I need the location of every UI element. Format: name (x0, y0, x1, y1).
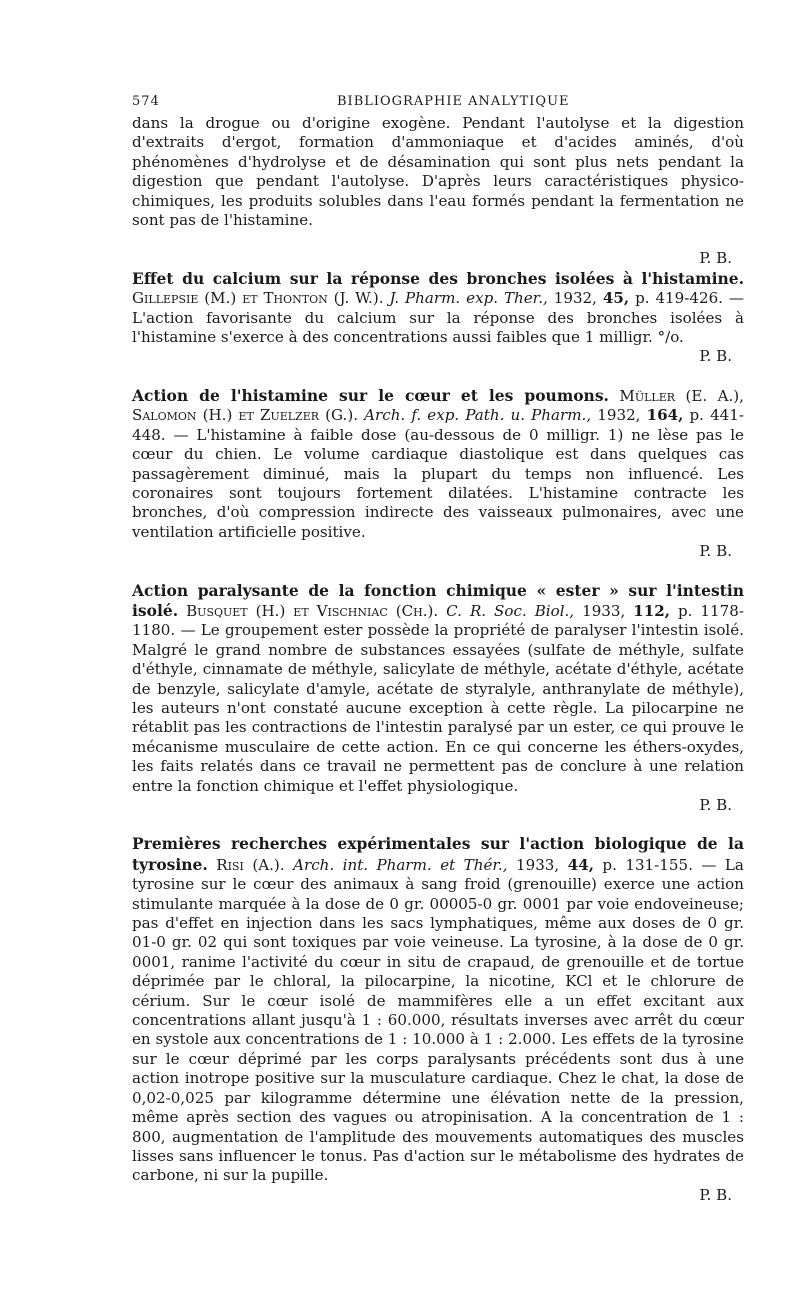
entry-journal: Arch. int. Pharm. et Thér., (293, 855, 508, 874)
entry-title: Action paralysante de la fonction chimique « ester » sur l'intestin isolé. (132, 580, 744, 620)
entry-authors: Risi (A.). (216, 855, 285, 874)
bibliography-entry (132, 581, 744, 816)
page-number: 574 (132, 94, 160, 109)
entry-signature: P. B. (699, 542, 732, 561)
entry-pages: p. 419-426. (635, 289, 723, 308)
entry-pages: p. 131-155. (602, 855, 693, 874)
entry-year: 1933, (516, 855, 560, 874)
page-header (132, 88, 744, 114)
entry-body: dans la drogue ou d'origine exogène. Pendant l'autolyse et la digestion d'extraits d'ergot, formation d'ammoniaque et d'acides aminés, d'où phénomènes d'hydrolyse et de désamination qui sont plus nets pendant la digestion que pendant l'autolyse. D'après leurs caractéristiques physico-chimiques, les produits solubles dans l'eau formés pendant la fermentation ne sont pas de l'histamine. (132, 114, 744, 230)
entry-authors: Busquet (H.) et Vischniac (Ch.). (186, 601, 439, 620)
entry-volume: 112, (633, 601, 671, 620)
entry-volume: 44, (567, 855, 594, 874)
entry-volume: 45, (602, 289, 630, 308)
entry-year: 1932, (597, 406, 641, 425)
entry-title: Premières recherches expérimentales sur l'action biologique de la tyrosine. (132, 834, 744, 874)
entry-body: — La tyrosine sur le cœur des animaux à sang froid (grenouille) exerce une action stimulante marquée à la dose de 0 gr. 00005-0 gr. 0001 par voie endoveineuse; pas d'effet en injection dans les sacs lymphatiques, même aux doses de 0 gr. 01-0 gr. 02 qui sont toxiques par voie veineuse. La tyrosine, à la dose de 0 gr. 0001, ranime l'activité du cœur in situ de crapaud, de grenouille et de tortue déprimée par le chloral, la pilocarpine, la nicotine, KCl et le chlorure de cérium. Sur le cœur isolé de mammifères elle a un effet excitant aux concentrations allant jusqu'à 1 : 60.000, résultats inverses avec arrêt du cœur en systole aux concentrations de 1 : 10.000 à 1 : 2.000. Les effets de la tyrosine sur le cœur déprimé par les corps paralysants précédents sont dus à une action inotrope positive sur la musculature cardiaque. Chez le chat, la dose de 0,02-0,025 par kilogramme détermine une élévation nette de la pression, même après section des vagues ou atropinisation. A la concentration de 1 : 800, augmentation de l'amplitude des mouvements automatiques des muscles lisses sans influencer le tonus. Pas d'action sur le métabolisme des hydrates de carbone, ni sur la pupille. (132, 855, 744, 1185)
bibliography-entry (132, 386, 744, 562)
entry-body: — Le groupement ester possède la propriété de paralyser l'intestin isolé. Malgré le grand nombre de substances essayées (sulfate de méthyle, sulfate d'éthyle, cinnamate de méthyle, salicylate de méthyle, acétate d'éthyle, acétate de benzyle, salicylate d'amyle, acétate de styralyle, anthranylate de méthyle), les auteurs n'ont constaté aucune exception à cette règle. La pilocarpine ne rétablit pas les contractions de l'intestin paralysé par un ester, ce qui prouve le mécanisme musculaire de cette action. En ce qui concerne les éthers-oxydes, les faits relatés dans ce travail ne permettent pas de conclure à une relation entre la fonction chimique et l'effet physiologique. (132, 621, 744, 795)
entry-journal: Arch. f. exp. Path. u. Pharm., (364, 406, 592, 425)
entry-title: Effet du calcium sur la réponse des bronches isolées à l'histamine. (132, 268, 744, 288)
entry-continuation (132, 114, 744, 269)
document-page (132, 88, 744, 1205)
entry-journal: C. R. Soc. Biol., (446, 601, 575, 620)
entry-pages: p. 1178-1180. (132, 601, 744, 640)
entry-body: — L'histamine à faible dose (au-dessous de 0 milligr. 1) ne lèse pas le cœur du chien. Le volume cardiaque diastolique est dans quelques cas passagèrement diminué, mais la plupart du temps non influencé. Les coronaires sont toujours fortement dilatées. L'histamine contracte les bronches, d'où compression indirecte des vaisseaux pulmonaires, avec une ventilation artificielle positive. (132, 425, 744, 541)
entry-year: 1933, (582, 601, 626, 620)
entry-journal: J. Pharm. exp. Ther., (389, 289, 548, 308)
bibliography-entry (132, 269, 744, 367)
entry-body: — L'action favorisante du calcium sur la réponse des bronches isolées à l'histamine s'exerce à des concentrations aussi faibles que 1 milligr. °/o. (132, 289, 744, 347)
entry-authors: Müller (E. A.), Salomon (H.) et Zuelzer (G.). (132, 386, 744, 425)
entry-signature: P. B. (699, 249, 732, 268)
entry-year: 1932, (553, 289, 597, 308)
running-title: BIBLIOGRAPHIE ANALYTIQUE (337, 94, 570, 109)
bibliography-entry (132, 834, 744, 1205)
entry-signature: P. B. (699, 1185, 732, 1204)
entry-authors: Gillepsie (M.) et Thonton (J. W.). (132, 289, 384, 308)
entry-volume: 164, (646, 406, 684, 425)
entry-title: Action de l'histamine sur le cœur et les poumons. (132, 385, 609, 405)
entry-signature: P. B. (699, 796, 732, 814)
entry-signature: P. B. (699, 347, 732, 366)
entry-pages: p. 441-448. (132, 406, 744, 444)
